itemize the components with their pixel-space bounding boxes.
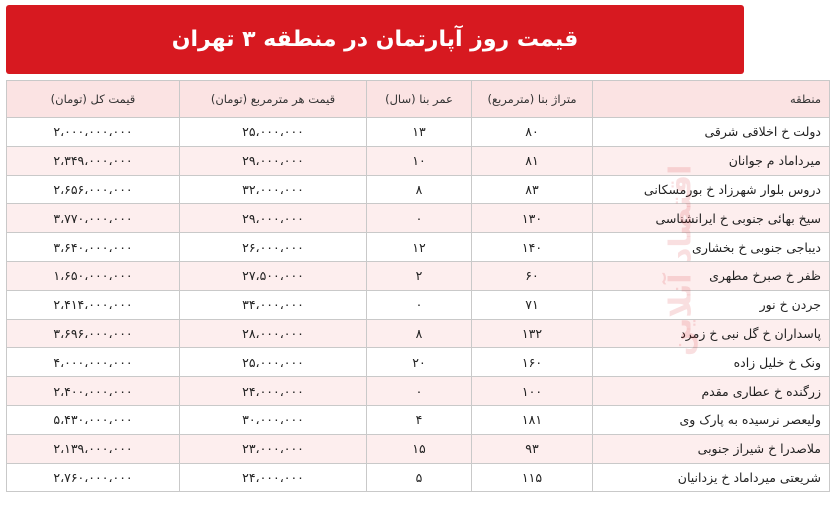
cell-age: ۰: [367, 290, 472, 319]
cell-area: دیباجی جنوبی خ بخشاری: [593, 233, 830, 262]
cell-size: ۱۶۰: [472, 348, 593, 377]
cell-age: ۴: [367, 405, 472, 434]
cell-price-per-m2: ۳۲،۰۰۰،۰۰۰: [180, 175, 367, 204]
cell-price-per-m2: ۲۴،۰۰۰،۰۰۰: [180, 377, 367, 406]
column-header-size: متراژ بنا (مترمربع): [472, 81, 593, 118]
column-header-area: منطقه: [593, 81, 830, 118]
cell-size: ۶۰: [472, 261, 593, 290]
cell-age: ۸: [367, 319, 472, 348]
cell-total-price: ۳،۶۹۶،۰۰۰،۰۰۰: [7, 319, 180, 348]
cell-total-price: ۲،۴۰۰،۰۰۰،۰۰۰: [7, 377, 180, 406]
cell-size: ۸۰: [472, 118, 593, 147]
table-row: [7, 377, 830, 406]
cell-area: ونک خ خلیل زاده: [593, 348, 830, 377]
cell-age: ۱۰: [367, 146, 472, 175]
cell-price-per-m2: ۳۴،۰۰۰،۰۰۰: [180, 290, 367, 319]
table-row: [7, 261, 830, 290]
cell-age: ۸: [367, 175, 472, 204]
cell-size: ۱۱۵: [472, 463, 593, 492]
column-header-age: عمر بنا (سال): [367, 81, 472, 118]
cell-total-price: ۱،۶۵۰،۰۰۰،۰۰۰: [7, 261, 180, 290]
cell-size: ۱۳۲: [472, 319, 593, 348]
cell-total-price: ۴،۰۰۰،۰۰۰،۰۰۰: [7, 348, 180, 377]
column-header-total-price: قیمت کل (تومان): [7, 81, 180, 118]
cell-age: ۰: [367, 377, 472, 406]
cell-price-per-m2: ۲۹،۰۰۰،۰۰۰: [180, 204, 367, 233]
cell-price-per-m2: ۲۷،۵۰۰،۰۰۰: [180, 261, 367, 290]
cell-age: ۲۰: [367, 348, 472, 377]
cell-area: پاسداران خ گل نبی خ زمرد: [593, 319, 830, 348]
cell-area: ولیعصر نرسیده به پارک وی: [593, 405, 830, 434]
cell-age: ۰: [367, 204, 472, 233]
cell-area: دولت خ اخلاقی شرقی: [593, 118, 830, 147]
cell-area: جردن خ نور: [593, 290, 830, 319]
cell-area: سیخ بهائی جنوبی خ ایرانشناسی: [593, 204, 830, 233]
table-row: [7, 348, 830, 377]
cell-size: ۸۱: [472, 146, 593, 175]
table-row: [7, 175, 830, 204]
table-row: [7, 118, 830, 147]
table-row: [7, 233, 830, 262]
column-header-price-per-m2: قیمت هر مترمربع (تومان): [180, 81, 367, 118]
cell-total-price: ۲،۴۱۴،۰۰۰،۰۰۰: [7, 290, 180, 319]
page-title: قیمت روز آپارتمان در منطقه ۳ تهران: [171, 27, 579, 52]
cell-area: ملاصدرا خ شیراز جنوبی: [593, 434, 830, 463]
cell-total-price: ۳،۶۴۰،۰۰۰،۰۰۰: [7, 233, 180, 262]
table-row: [7, 434, 830, 463]
table-header-row: [7, 81, 830, 118]
cell-area: زرگنده خ عطاری مقدم: [593, 377, 830, 406]
title-banner: [6, 5, 744, 74]
cell-total-price: ۲،۷۶۰،۰۰۰،۰۰۰: [7, 463, 180, 492]
watermark-logo: اقتصاد آنلاین: [663, 164, 699, 356]
cell-total-price: ۲،۶۵۶،۰۰۰،۰۰۰: [7, 175, 180, 204]
table-row: [7, 290, 830, 319]
cell-area: ظفر خ صبرخ مطهری: [593, 261, 830, 290]
cell-age: ۱۳: [367, 118, 472, 147]
cell-area: دروس بلوار شهرزاد خ بورمسکانی: [593, 175, 830, 204]
cell-size: ۱۰۰: [472, 377, 593, 406]
cell-size: ۷۱: [472, 290, 593, 319]
cell-price-per-m2: ۲۵،۰۰۰،۰۰۰: [180, 348, 367, 377]
cell-total-price: ۳،۷۷۰،۰۰۰،۰۰۰: [7, 204, 180, 233]
cell-price-per-m2: ۳۰،۰۰۰،۰۰۰: [180, 405, 367, 434]
cell-price-per-m2: ۲۹،۰۰۰،۰۰۰: [180, 146, 367, 175]
cell-total-price: ۲،۱۳۹،۰۰۰،۰۰۰: [7, 434, 180, 463]
cell-age: ۲: [367, 261, 472, 290]
cell-price-per-m2: ۲۵،۰۰۰،۰۰۰: [180, 118, 367, 147]
cell-size: ۱۸۱: [472, 405, 593, 434]
table-row: [7, 146, 830, 175]
cell-size: ۱۳۰: [472, 204, 593, 233]
cell-total-price: ۵،۴۳۰،۰۰۰،۰۰۰: [7, 405, 180, 434]
cell-total-price: ۲،۳۴۹،۰۰۰،۰۰۰: [7, 146, 180, 175]
cell-price-per-m2: ۲۳،۰۰۰،۰۰۰: [180, 434, 367, 463]
cell-size: ۹۳: [472, 434, 593, 463]
cell-age: ۱۲: [367, 233, 472, 262]
cell-price-per-m2: ۲۶،۰۰۰،۰۰۰: [180, 233, 367, 262]
table-row: [7, 319, 830, 348]
cell-area: میرداماد م جوانان: [593, 146, 830, 175]
cell-area: شریعتی میرداماد خ یزدانیان: [593, 463, 830, 492]
cell-size: ۸۳: [472, 175, 593, 204]
apartment-price-table: [6, 80, 830, 492]
cell-age: ۱۵: [367, 434, 472, 463]
cell-price-per-m2: ۲۴،۰۰۰،۰۰۰: [180, 463, 367, 492]
table-row: [7, 463, 830, 492]
cell-size: ۱۴۰: [472, 233, 593, 262]
table-row: [7, 405, 830, 434]
cell-age: ۵: [367, 463, 472, 492]
cell-price-per-m2: ۲۸،۰۰۰،۰۰۰: [180, 319, 367, 348]
cell-total-price: ۲،۰۰۰،۰۰۰،۰۰۰: [7, 118, 180, 147]
table-row: [7, 204, 830, 233]
